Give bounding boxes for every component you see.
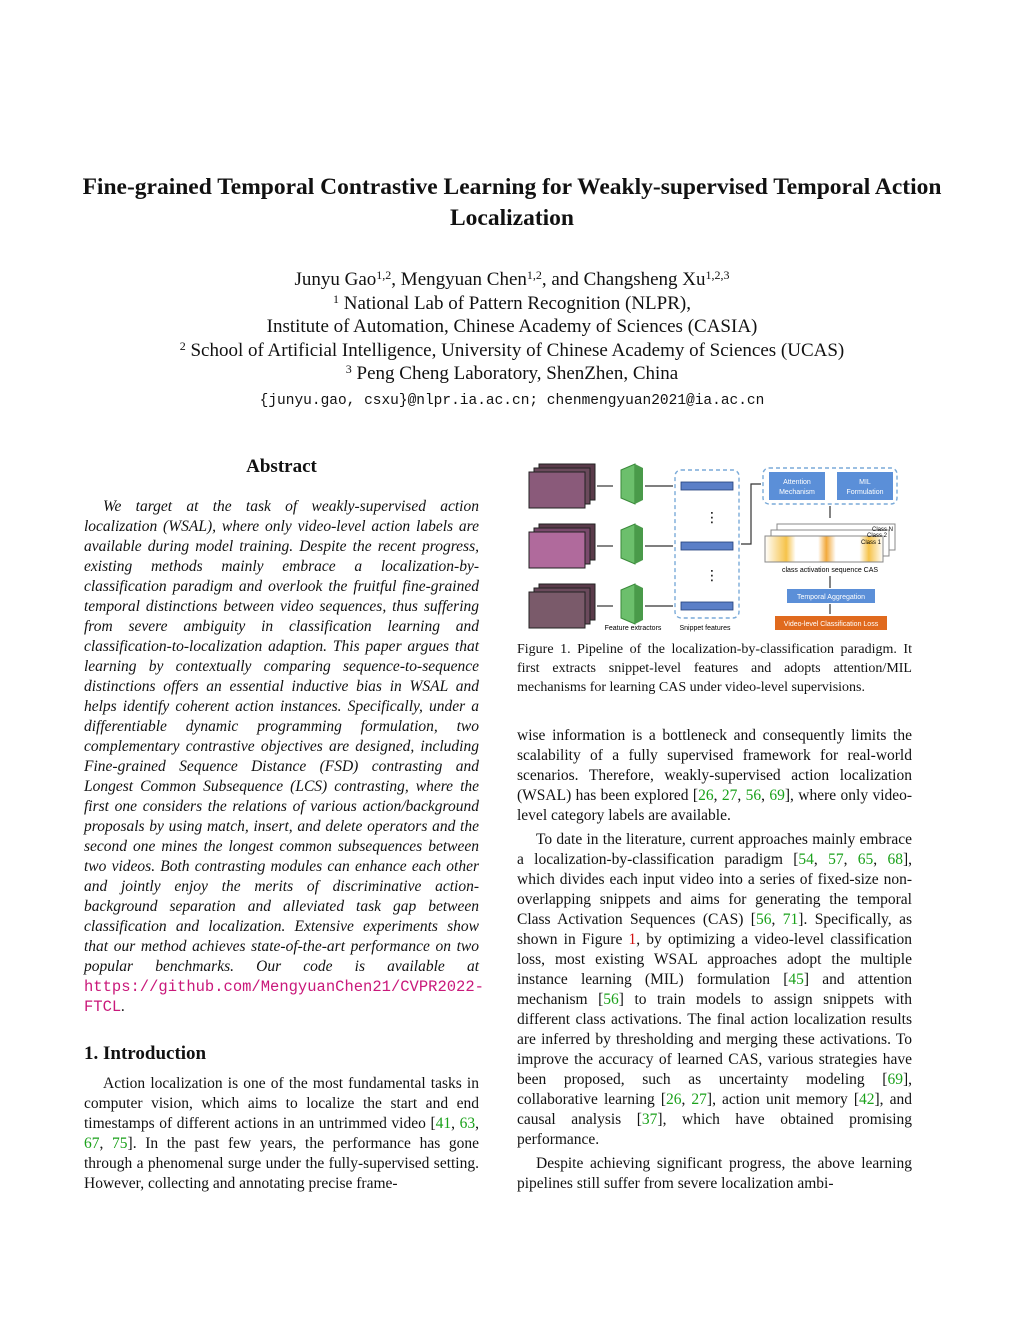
attention-label-1: Attention — [783, 479, 811, 486]
text-run: ], which have obtained promising performance. — [517, 1111, 912, 1148]
text-run: Action localization is one of the most fundamental tasks in computer vision, which aims to localize the start and end timestamps of different actions in an untrimmed video [ — [84, 1075, 479, 1132]
snippet-features-label: Snippet features — [679, 625, 731, 632]
pipeline-diagram — [525, 456, 915, 634]
class-1-label: Class 1 — [860, 540, 881, 546]
vertical-dots: ⋮ — [705, 509, 719, 525]
text-run: ] and attention mechanism [ — [517, 971, 912, 1008]
feature-extractors-label: Feature extractors — [604, 625, 662, 632]
author-emails: {junyu.gao, csxu}@nlpr.ia.ac.cn; chenmengyuan2021@ia.ac.cn — [259, 392, 765, 409]
text-run: ]. Specifically, as shown in Figure — [517, 911, 912, 948]
author-block — [60, 268, 964, 413]
paragraph: Action localization is one of the most fundamental tasks in computer vision, which aims to localize the start and end timestamps of different actions in an untrimmed video [41, 63, 67, 75]. In the past few years, the performance has gone through a phenomenal surge under the fully-supervised setting. However, collecting and annotating precise frame- — [84, 1075, 480, 1192]
video-frames-2 — [529, 524, 595, 568]
class-n-label: Class N — [871, 527, 893, 533]
intro-left-column — [84, 1074, 479, 1198]
paragraph: wise information is a bottleneck and consequently limits the scalability of a fully supervised framework for real-world scenarios. Therefore, weakly-supervised action localization (WSAL) has been explored [26, 27, 56, 69], where only video-level category labels are available. — [517, 727, 913, 824]
text-run: ], and causal analysis [ — [517, 1091, 912, 1128]
affiliation-num: 3 — [345, 362, 352, 376]
paragraph: To date in the literature, current approaches mainly embrace a localization-by-classification paradigm [54, 57, 65, 68], which divides each input video into a series of fixed-size non-overlapping snippets and aims for generating the temporal Class Activation Sequences (CAS) [56, 71]. Specifically, as shown in Figure 1, by optimizing a video-level classification loss, most existing WSAL approaches adopt the multiple instance learning (MIL) formulation [45] and attention mechanism [56] to train models to assign snippets with different class activations. The final action localization results are inferred by thresholding and merging these activations. To improve the accuracy of learned CAS, various strategies have been proposed, such as uncertainty modeling [69], collaborative learning [26, 27], action unit memory [42], and causal analysis [37], which have obtained promising performance. — [517, 831, 913, 1148]
affiliation-text: Peng Cheng Laboratory, ShenZhen, China — [356, 363, 679, 384]
video-frames-1 — [529, 464, 595, 508]
mil-label-1: MIL — [859, 479, 871, 486]
author-aff: 1,2,3 — [705, 268, 730, 282]
affiliation-line — [60, 339, 964, 363]
temporal-aggregation-label: Temporal Aggregation — [796, 594, 866, 601]
citation-link[interactable]: 56 — [755, 911, 772, 928]
class-2-label: Class 2 — [866, 533, 887, 539]
mil-label-2: Formulation — [846, 489, 884, 496]
paper-title: Fine-grained Temporal Contrastive Learning for Weakly-supervised Temporal Action Localization — [82, 174, 942, 231]
citation-link[interactable]: 56 — [603, 991, 619, 1008]
author-name: Mengyuan Chen — [400, 269, 527, 290]
intro-right-column — [517, 726, 912, 1198]
affiliation-num: 1 — [333, 291, 340, 306]
citation-link[interactable]: 75 — [112, 1135, 128, 1152]
paragraph — [517, 1154, 912, 1194]
loss-label: Video-level Classification Loss — [783, 621, 879, 628]
affiliation-num: 2 — [179, 338, 186, 353]
affiliation-line — [60, 362, 964, 386]
citation-link[interactable]: 65 — [857, 851, 874, 868]
citation-link[interactable]: 63 — [459, 1115, 476, 1132]
figure-1 — [525, 456, 915, 634]
citation-link[interactable]: 26 — [665, 1091, 682, 1108]
citation-link[interactable]: 67 — [84, 1135, 100, 1152]
author-aff: 1,2 — [526, 268, 542, 282]
feature-extractor-icons — [621, 464, 643, 624]
author-sep: , — [391, 269, 401, 290]
citation-link[interactable]: 37 — [641, 1111, 658, 1128]
affiliation-text: School of Artificial Intelligence, University of Chinese Academy of Sciences (UCAS) — [190, 339, 845, 361]
cas-label: class activation sequence CAS — [781, 567, 879, 574]
abstract-heading: Abstract — [246, 456, 317, 477]
text-run: ]. In the past few years, the performance has gone through a phenomenal surge under the fully-supervised setting. However, collecting and annotating precise frame- — [84, 1135, 480, 1192]
snippet-feature-bars — [681, 482, 733, 610]
citation-link[interactable]: 69 — [769, 787, 785, 804]
affiliation-line — [60, 315, 964, 339]
citation-link[interactable]: 42 — [859, 1091, 875, 1108]
affiliation-text: National Lab of Pattern Recognition (NLPR), — [343, 292, 691, 314]
author-aff: 1,2 — [376, 268, 392, 282]
citation-link[interactable]: 45 — [788, 971, 804, 988]
author-name: Junyu Gao — [294, 269, 377, 290]
citation-link[interactable]: 71 — [782, 911, 799, 928]
code-link[interactable]: https://github.com/MengyuanChen21/CVPR2022-FTCL — [84, 978, 484, 1016]
abstract-end: . — [121, 998, 126, 1015]
video-frames-3 — [529, 584, 595, 628]
citation-link[interactable]: 27 — [721, 787, 738, 804]
text-run: wise information is a bottleneck and consequently limits the scalability of a fully supervised framework for real-world scenarios. Therefore, weakly-supervised action localization (WSAL) has been explored [ — [517, 727, 912, 804]
citation-link[interactable]: 54 — [798, 851, 814, 868]
text-run: To date in the literature, current approaches mainly embrace a localization-by-classification paradigm [ — [517, 831, 912, 868]
author-line — [60, 268, 964, 292]
intro-heading: 1. Introduction — [84, 1043, 207, 1064]
affiliation-line — [60, 292, 964, 316]
text-run: ], collaborative learning [ — [517, 1071, 912, 1108]
text-run: Despite achieving significant progress, the above learning pipelines still suffer from severe localization ambi- — [517, 1155, 912, 1192]
author-name: Changsheng Xu — [583, 269, 706, 290]
text-run: ], which divides each input video into a series of fixed-size non-overlapping snippets and aims for generating the temporal Class Activation Sequences (CAS) [ — [517, 851, 913, 928]
abstract-text: We target at the task of weakly-supervised action localization (WSAL), where only video-level action labels are available during model training. Despite the recent progress, existing methods mainly embrace a localization-by-classification paradigm and overlook the fruitful fine-grained temporal distinctions between video sequences, thus suffering from severe ambiguity in classification learning and classification-to-localization adaption. This paper argues that learning by contextually comparing sequence-to-sequence distinctions offers an essential inductive bias in WSAL and helps identify coherent action instances. Specifically, under a differentiable dynamic programming formulation, two complementary contrastive objectives are designed, including Fine-grained Sequence Distance (FSD) contrasting and Longest Common Subsequence (LCS) contrasting, where the first one considers the relations of various action/background proposals by using match, insert, and delete operators and the second one mines the longest common subsequences between two videos. Both contrasting modules can enhance each other and jointly enjoy the merits of discriminative action-background separation and alleviated task gap between classification and localization. Extensive experiments show that our method achieves state-of-the-art performance on two popular benchmarks. Our code is available at — [84, 498, 479, 975]
text-run: , by optimizing a video-level classification loss, most existing WSAL approaches adopt the multiple instance learning (MIL) formulation [ — [517, 931, 912, 988]
author-sep: , and — [541, 269, 584, 290]
abstract-body — [84, 497, 484, 1017]
citation-link[interactable]: 26 — [698, 787, 714, 804]
citation-link[interactable]: 69 — [887, 1071, 903, 1088]
text-run: ], where only video-level category labels are available. — [517, 787, 913, 824]
citation-link[interactable]: 56 — [745, 787, 762, 804]
citation-link[interactable]: 57 — [828, 851, 844, 868]
figure-ref-link[interactable]: 1 — [628, 931, 637, 948]
citation-link[interactable]: 68 — [887, 851, 903, 868]
attention-label-2: Mechanism — [779, 489, 815, 496]
citation-link[interactable]: 27 — [691, 1091, 707, 1108]
vertical-dots: ⋮ — [705, 567, 719, 583]
text-run: ], action unit memory [ — [706, 1091, 860, 1108]
text-run: ] to train models to assign snippets with different class activations. The final action localization results are inferred by thresholding and merging these activations. To improve the accuracy of learned CAS, various strategies have been proposed, such as uncertainty modeling [ — [517, 991, 912, 1088]
affiliation-text: Institute of Automation, Chinese Academy of Sciences (CASIA) — [266, 316, 758, 337]
citation-link[interactable]: 41 — [435, 1115, 452, 1132]
figure-caption: Figure 1. Pipeline of the localization-by-classification paradigm. It first extracts snippet-level features and adopts attention/MIL mechanisms for learning CAS under video-level supervisions. — [517, 642, 912, 695]
